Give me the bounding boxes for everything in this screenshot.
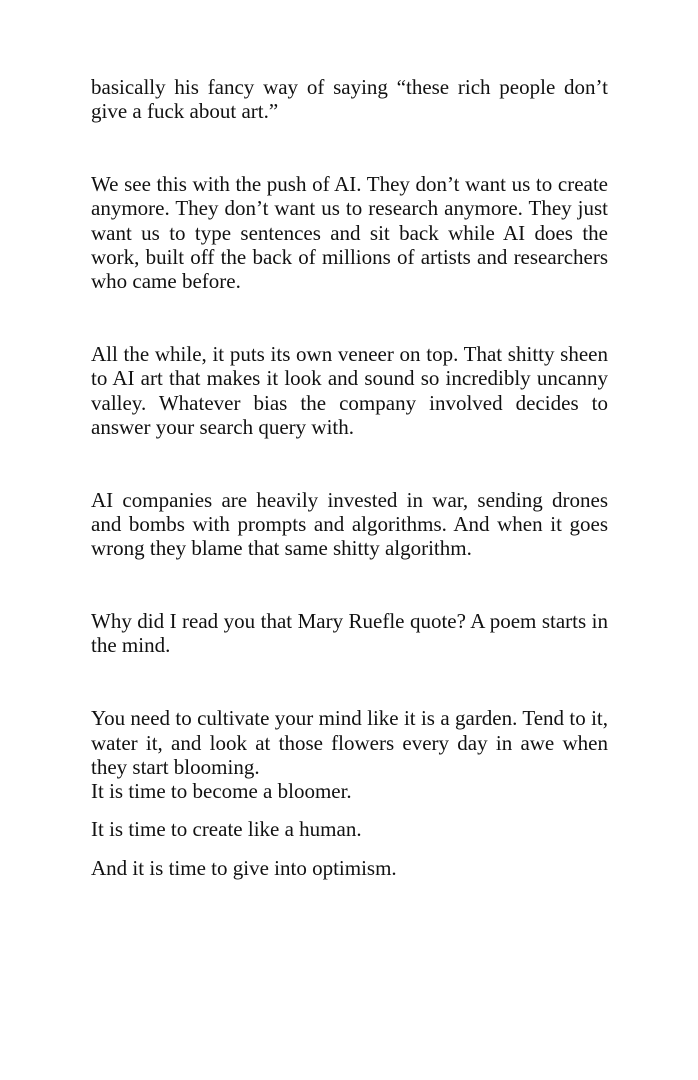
- paragraph: All the while, it puts its own veneer on top. That shitty sheen to AI art that makes it look and sound so incredibly uncanny valley. Whatever bias the company involved decides to answer your search query with.: [91, 342, 608, 439]
- paragraph: Why did I read you that Mary Ruefle quote? A poem starts in the mind.: [91, 609, 608, 658]
- paragraph: basically his fancy way of saying “these rich people don’t give a fuck about art.”: [91, 75, 608, 124]
- closing-line: And it is time to give into optimism.: [91, 855, 397, 880]
- closing-line: It is time to create like a human.: [91, 817, 362, 842]
- document-page: [91, 75, 608, 880]
- paragraph: AI companies are heavily invested in war, sending drones and bombs with prompts and algorithms. And when it goes wrong they blame that same shitty algorithm.: [91, 487, 608, 561]
- paragraph: You need to cultivate your mind like it is a garden. Tend to it, water it, and look at those flowers every day in awe when they start blooming.: [91, 706, 608, 779]
- paragraph: We see this with the push of AI. They don’t want us to create anymore. They don’t want us to research anymore. They just want us to type sentences and sit back while AI does the work, built off the back of millions of artists and researchers who came before.: [91, 172, 608, 294]
- closing-line: It is time to become a bloomer.: [91, 779, 352, 804]
